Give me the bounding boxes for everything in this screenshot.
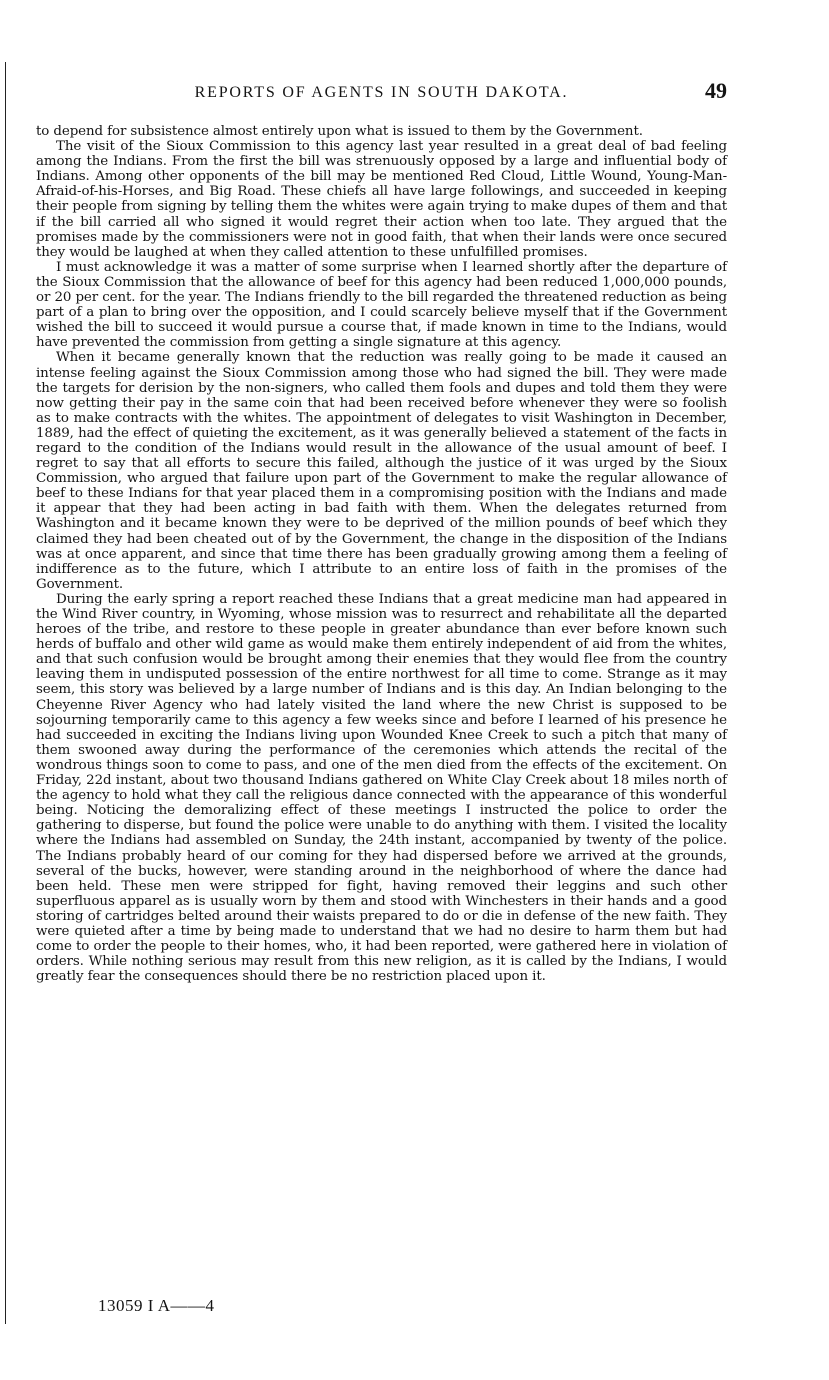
page-number: 49 xyxy=(705,78,727,103)
paragraph-medicine-man-report: During the early spring a report reached these Indians that a great medicine man had appeared in the Wind River country, in Wyoming, whose mission was to resurrect and rehabilitate all the departed heroes of the tribe, and restore to these people in greater abundance than ever before known such herds of buffalo and other wild game as would make them entirely independent of aid from the whites, and that such confusion would be brought among their enemies that they would flee from the country leaving them in undisputed possession of the entire northwest for all time to come. Strange as it may seem, this story was believed by a large number of Indians and is this day. An Indian belonging to the Cheyenne River Agency who had lately visited the land where the new Christ is supposed to be sojourning temporarily came to this agency a few weeks since and before I learned of his presence he had succeeded in exciting the Indians living upon Wounded Knee Creek to such a pitch that many of them swooned away during the performance of the ceremonies which attends the recital of the wondrous things soon to come to pass, and one of the men died from the effects of the excitement. On Friday, 22d instant, about two thousand Indians gathered on White Clay Creek about 18 miles north of the agency to hold what they call the religious dance connected with the appearance of this wonderful being. Noticing the demoralizing effect of these meetings I instructed the police to order the gathering to disperse, but found the police were unable to do anything with them. I visited the locality where the Indians had assembled on Sunday, the 24th instant, accompanied by twenty of the police. The Indians probably heard of our coming for they had dispersed before we arrived at the grounds, several of the bucks, however, were standing around in the neighborhood of where the dance had been held. These men were stripped for fight, having removed their leggins and such other superfluous apparel as is usually worn by them and stood with Winchesters in their hands and a good storing of cartridges belted around their waists prepared to do or die in defense of the new faith. They were quieted after a time by being made to understand that we had no desire to harm them but had come to order the people to their homes, who, it had been reported, were gathered here in violation of orders. While nothing serious may result from this new religion, as it is called by the Indians, I would greatly fear the consequences should there be no restriction placed upon it. xyxy=(36,591,727,985)
report-body xyxy=(36,124,727,984)
paragraph-feeling-against-commission: When it became generally known that the reduction was really going to be made it caused an intense feeling against the Sioux Commission among those who had signed the bill. They were made the targets for derision by the non-signers, who called them fools and dupes and told them they were now getting their pay in the same coin that had been received before whenever they were so foolish as to make contracts with the whites. The appointment of delegates to visit Washington in December, 1889, had the effect of quieting the excitement, as it was generally believed a statement of the facts in regard to the condition of the Indians would result in the allowance of the usual amount of beef. I regret to say that all efforts to secure this failed, although the justice of it was urged by the Sioux Commission, who argued that failure upon part of the Government to make the regular allowance of beef to these Indians for that year placed them in a compromising position with the Indians and made it appear that they had been acting in bad faith with them. When the delegates returned from Washington and it became known they were to be deprived of the million pounds of beef which they claimed they had been cheated out of by the Government, the change in the disposition of the Indians was at once apparent, and since that time there has been gradually growing among them a feeling of indifference as to the future, which I attribute to an entire loss of faith in the promises of the Government. xyxy=(36,350,727,592)
page-left-edge-rule xyxy=(5,62,6,1324)
paragraph-beef-reduction: I must acknowledge it was a matter of some surprise when I learned shortly after the departure of the Sioux Commission that the allowance of beef for this agency had been reduced 1,000,000 pounds, or 20 per cent. for the year. The Indians friendly to the bill regarded the threatened reduction as being part of a plan to bring over the opposition, and I could scarcely believe myself that if the Government wished the bill to succeed it would pursue a course that, if made known in time to the Indians, would have prevented the commission from getting a single signature at this agency. xyxy=(36,259,727,351)
running-title: REPORTS OF AGENTS IN SOUTH DAKOTA. xyxy=(194,84,569,101)
page-header xyxy=(36,78,727,110)
paragraph-sioux-commission-visit: The visit of the Sioux Commission to this agency last year resulted in a great deal of bad feeling among the Indians. From the first the bill was strenuously opposed by a large and influential body of Indians. Among other opponents of the bill may be mentioned Red Cloud, Little Wound, Young-Man-Afraid-of-his-Horses, and Big Road. These chiefs all have large followings, and succeeded in keeping their people from signing by telling them the whites were again trying to make dupes of them and that if the bill carried all who signed it would regret their action when too late. They argued that the promises made by the commissioners were not in good faith, that when their lands were once secured they would be laughed at when they called attention to these unfulfilled promises. xyxy=(36,139,727,260)
signature-mark: 13059 I A——4 xyxy=(98,1296,215,1315)
paragraph-continuation: to depend for subsistence almost entirely upon what is issued to them by the Government. xyxy=(36,124,643,139)
